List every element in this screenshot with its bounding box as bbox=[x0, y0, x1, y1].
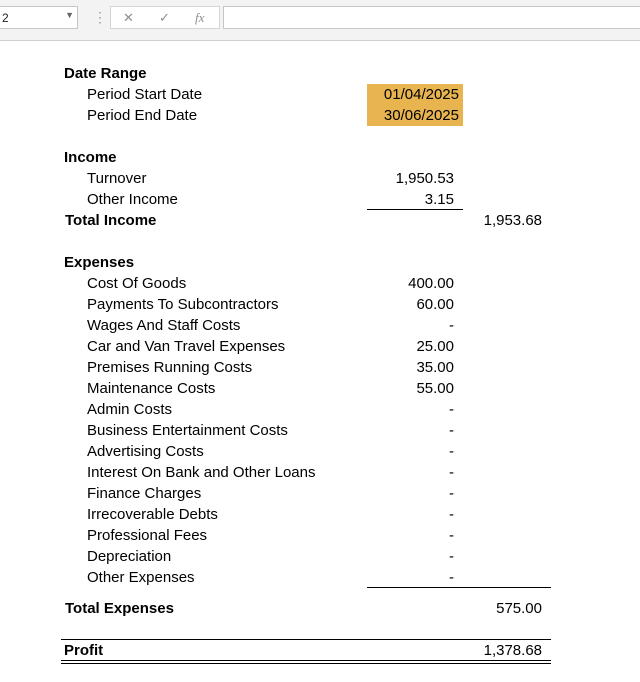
function-icon[interactable]: fx bbox=[195, 10, 205, 25]
income-heading: Income bbox=[64, 149, 117, 166]
expense-item-value: 400.00 bbox=[408, 275, 454, 292]
period-start-value: 01/04/2025 bbox=[383, 86, 459, 103]
expense-item-value: 25.00 bbox=[416, 338, 454, 355]
period-end-label: Period End Date bbox=[87, 107, 198, 124]
expense-item-label: Irrecoverable Debts bbox=[87, 506, 218, 523]
income-item-label: Other Income bbox=[87, 191, 178, 208]
expense-item-value: 55.00 bbox=[416, 380, 454, 397]
expense-item-value: - bbox=[449, 548, 454, 565]
income-subtotal-rule bbox=[367, 209, 463, 210]
expense-item-label: Depreciation bbox=[87, 548, 172, 565]
profit-double-rule-1 bbox=[61, 660, 551, 661]
profit-label: Profit bbox=[64, 642, 104, 659]
total-income-value: 1,953.68 bbox=[483, 212, 542, 229]
period-end-value: 30/06/2025 bbox=[383, 107, 459, 124]
expense-item-value: - bbox=[449, 485, 454, 502]
expense-item-label: Wages And Staff Costs bbox=[87, 317, 241, 334]
chevron-down-icon[interactable]: ▼ bbox=[65, 10, 74, 20]
period-start-label: Period Start Date bbox=[87, 86, 203, 103]
name-box-value: 2 bbox=[2, 11, 9, 25]
formula-input[interactable] bbox=[223, 6, 640, 29]
expense-item-value: - bbox=[449, 422, 454, 439]
expense-item-label: Other Expenses bbox=[87, 569, 195, 586]
expense-item-value: - bbox=[449, 401, 454, 418]
expenses-heading: Expenses bbox=[64, 254, 135, 271]
total-expenses-label: Total Expenses bbox=[65, 600, 174, 617]
date-range-heading: Date Range bbox=[64, 65, 147, 82]
expense-item-value: - bbox=[449, 443, 454, 460]
expense-item-value: - bbox=[449, 464, 454, 481]
expense-item-value: - bbox=[449, 317, 454, 334]
expense-item-value: 35.00 bbox=[416, 359, 454, 376]
total-expenses-value: 575.00 bbox=[496, 600, 542, 617]
name-box[interactable] bbox=[0, 6, 78, 29]
expense-item-label: Professional Fees bbox=[87, 527, 208, 544]
income-item-value: 3.15 bbox=[424, 191, 454, 208]
profit-value: 1,378.68 bbox=[483, 642, 542, 659]
expense-item-label: Business Entertainment Costs bbox=[87, 422, 288, 439]
profit-double-rule-2 bbox=[61, 663, 551, 664]
total-income-label: Total Income bbox=[65, 212, 157, 229]
income-item-label: Turnover bbox=[87, 170, 147, 187]
expense-item-label: Maintenance Costs bbox=[87, 380, 216, 397]
vertical-dots-icon: ⋮ bbox=[93, 9, 107, 25]
expense-item-label: Payments To Subcontractors bbox=[87, 296, 279, 313]
formula-buttons bbox=[110, 6, 220, 29]
expense-item-value: 60.00 bbox=[416, 296, 454, 313]
expense-item-label: Interest On Bank and Other Loans bbox=[87, 464, 316, 481]
worksheet bbox=[0, 41, 640, 682]
expense-item-label: Admin Costs bbox=[87, 401, 173, 418]
expense-item-value: - bbox=[449, 527, 454, 544]
expense-item-value: - bbox=[449, 506, 454, 523]
expense-item-label: Cost Of Goods bbox=[87, 275, 187, 292]
expense-item-label: Premises Running Costs bbox=[87, 359, 253, 376]
expense-item-label: Car and Van Travel Expenses bbox=[87, 338, 286, 355]
expense-item-label: Finance Charges bbox=[87, 485, 202, 502]
income-item-value: 1,950.53 bbox=[395, 170, 454, 187]
expenses-subtotal-rule bbox=[367, 587, 551, 588]
cancel-icon[interactable]: ✕ bbox=[123, 10, 134, 25]
expense-item-value: - bbox=[449, 569, 454, 586]
expense-item-label: Advertising Costs bbox=[87, 443, 204, 460]
formula-bar bbox=[0, 0, 640, 41]
enter-icon[interactable]: ✓ bbox=[159, 10, 170, 25]
